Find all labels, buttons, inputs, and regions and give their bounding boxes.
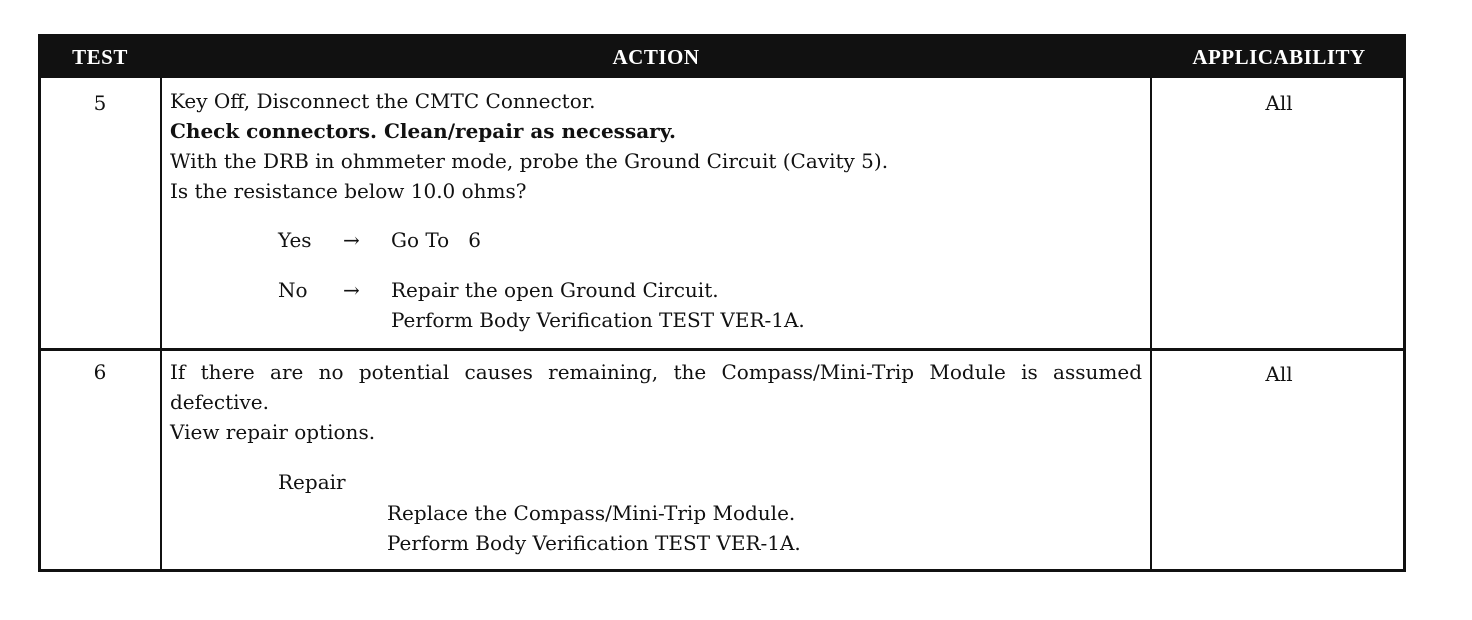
test-number-5: 5 [93,91,107,115]
row-divider [41,348,1403,351]
yes-action: Go To 6 [391,228,481,252]
yes-label: Yes [278,228,312,252]
action-line: Key Off, Disconnect the CMTC Connector. [170,89,596,113]
yes-arrow-icon: → [343,228,360,252]
action-line: Is the resistance below 10.0 ohms? [170,179,527,203]
column-divider [1150,78,1152,569]
table-header [41,37,1403,78]
applicability-5: All [1265,91,1293,115]
no-arrow-icon: → [343,278,360,302]
header-action: ACTION [612,45,700,69]
repair-line-1: Replace the Compass/Mini-Trip Module. [387,501,796,525]
applicability-6: All [1265,362,1293,386]
repair-line-2: Perform Body Verification TEST VER-1A. [387,531,801,555]
column-divider [160,78,162,569]
repair-label: Repair [278,470,346,494]
header-test: TEST [72,45,128,69]
test-number-6: 6 [93,360,107,384]
action-text-5 [170,86,1142,206]
action-line: With the DRB in ohmmeter mode, probe the Ground Circuit (Cavity 5). [170,149,889,173]
no-label: No [278,278,308,302]
no-action-line-1: Repair the open Ground Circuit. [391,278,719,302]
action-line-bold: Check connectors. Clean/repair as necessary. [170,119,676,143]
action-paragraph: If there are no potential causes remaining, the Compass/Mini-Trip Module is assumed defective. [170,360,1142,414]
action-line: View repair options. [170,420,376,444]
no-action-line-2: Perform Body Verification TEST VER-1A. [391,308,805,332]
header-applicability: APPLICABILITY [1192,45,1366,69]
action-text-6 [170,357,1142,447]
diagnostic-test-table [38,34,1406,572]
